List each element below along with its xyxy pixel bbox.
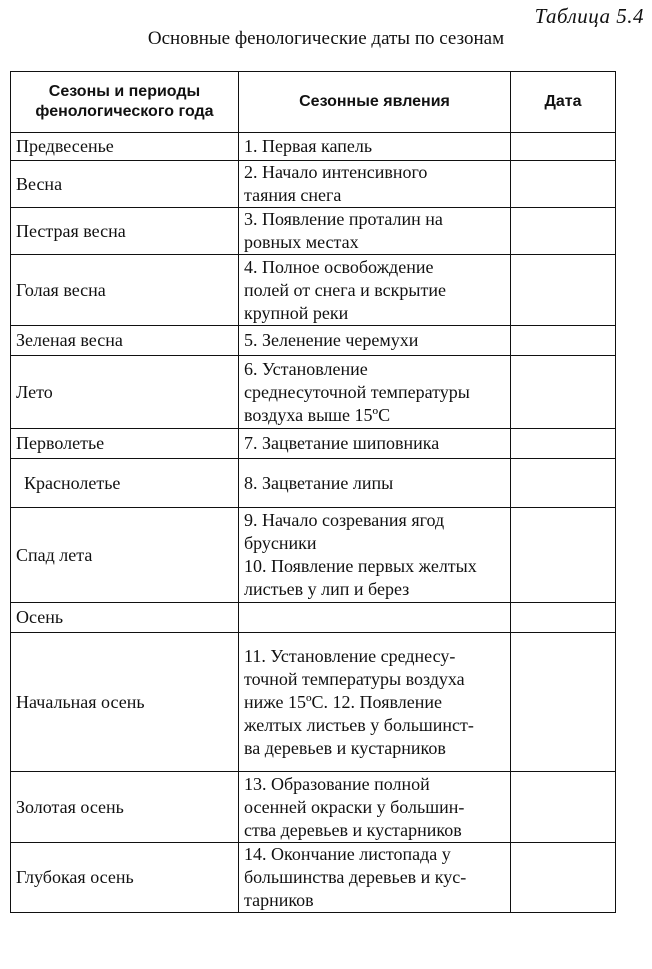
event-line: 7. Зацветание шиповника: [244, 433, 440, 453]
event-line: 8. Зацветание липы: [244, 472, 394, 493]
table-row: [11, 133, 616, 161]
season-cell: Осень: [11, 603, 239, 633]
event-line: листьев у лип и берез: [244, 579, 410, 599]
date-cell[interactable]: [511, 508, 616, 603]
event-cell: [239, 603, 511, 633]
table-row: [11, 459, 616, 508]
event-line: тарников: [244, 890, 314, 910]
table-row: [11, 508, 616, 603]
event-line: крупной реки: [244, 302, 349, 323]
event-cell: [239, 326, 511, 356]
date-cell[interactable]: [511, 843, 616, 913]
event-line: 10. Появление первых желтых: [244, 556, 477, 576]
event-cell: [239, 161, 511, 208]
event-line: 9. Начало созревания ягод: [244, 510, 445, 530]
event-line: среднесуточной температуры: [244, 381, 470, 402]
season-cell: Краснолетье: [11, 459, 239, 508]
date-cell[interactable]: [511, 633, 616, 772]
event-cell: [239, 633, 511, 772]
column-header-season: Сезоны и периоды фенологического года: [11, 72, 239, 133]
event-cell: [239, 208, 511, 255]
season-cell: Голая весна: [11, 255, 239, 326]
season-cell: Спад лета: [11, 508, 239, 603]
table-row: [11, 356, 616, 429]
date-cell[interactable]: [511, 326, 616, 356]
table-title: Основные фенологические даты по сезонам: [147, 28, 505, 49]
event-line: 14. Окончание листопада у: [244, 844, 451, 864]
table-row: [11, 603, 616, 633]
event-cell: [239, 508, 511, 603]
date-cell[interactable]: [511, 429, 616, 459]
event-line: 2. Начало интенсивного: [244, 162, 428, 182]
table-row: [11, 208, 616, 255]
event-cell: [239, 459, 511, 508]
table-number-label: Таблица 5.4: [534, 4, 644, 28]
date-cell[interactable]: [511, 208, 616, 255]
event-line: ства деревьев и кустарников: [244, 819, 462, 840]
season-cell: Глубокая осень: [11, 843, 239, 913]
season-cell: Предвесенье: [11, 133, 239, 161]
table-body: [11, 133, 616, 913]
event-line: желтых листьев у большинст-: [244, 714, 474, 735]
event-cell: [239, 356, 511, 429]
event-line: 6. Установление: [244, 358, 368, 379]
event-line: 11. Установление среднесу-: [244, 645, 456, 666]
event-line: 13. Образование полной: [244, 773, 430, 794]
event-line: таяния снега: [244, 185, 342, 205]
event-line: 5. Зеленение черемухи: [244, 330, 419, 350]
date-cell[interactable]: [511, 133, 616, 161]
event-cell: [239, 255, 511, 326]
event-cell: [239, 133, 511, 161]
date-cell[interactable]: [511, 772, 616, 843]
date-cell[interactable]: [511, 255, 616, 326]
event-line: брусники: [244, 533, 317, 553]
event-line: 3. Появление проталин на: [244, 209, 443, 229]
column-header-date: Дата: [511, 72, 616, 133]
date-cell[interactable]: [511, 459, 616, 508]
table-row: [11, 429, 616, 459]
season-cell: Весна: [11, 161, 239, 208]
date-cell[interactable]: [511, 603, 616, 633]
header-row: [11, 72, 616, 133]
table-row: [11, 843, 616, 913]
event-line: воздуха выше 15ºС: [244, 404, 391, 425]
season-cell: Начальная осень: [11, 633, 239, 772]
table-row: [11, 255, 616, 326]
season-cell: Пестрая весна: [11, 208, 239, 255]
table-row: [11, 326, 616, 356]
table-row: [11, 633, 616, 772]
season-cell: Золотая осень: [11, 772, 239, 843]
event-cell: [239, 429, 511, 459]
date-cell[interactable]: [511, 356, 616, 429]
column-header-event: Сезонные явления: [239, 72, 511, 133]
table-row: [11, 772, 616, 843]
event-line: большинства деревьев и кус-: [244, 867, 467, 887]
event-line: 1. Первая капель: [244, 136, 373, 156]
event-cell: [239, 843, 511, 913]
event-line: ровных местах: [244, 232, 359, 252]
season-cell: Зеленая весна: [11, 326, 239, 356]
season-cell: Лето: [11, 356, 239, 429]
event-cell: [239, 772, 511, 843]
event-line: ниже 15ºС. 12. Появление: [244, 691, 442, 712]
season-cell: Перволетье: [11, 429, 239, 459]
phenology-table: [10, 71, 616, 913]
event-line: ва деревьев и кустарников: [244, 737, 446, 758]
table-row: [11, 161, 616, 208]
event-line: точной температуры воздуха: [244, 668, 465, 689]
event-line: полей от снега и вскрытие: [244, 279, 446, 300]
event-line: 4. Полное освобождение: [244, 256, 434, 277]
event-line: осенней окраски у большин-: [244, 796, 465, 817]
date-cell[interactable]: [511, 161, 616, 208]
